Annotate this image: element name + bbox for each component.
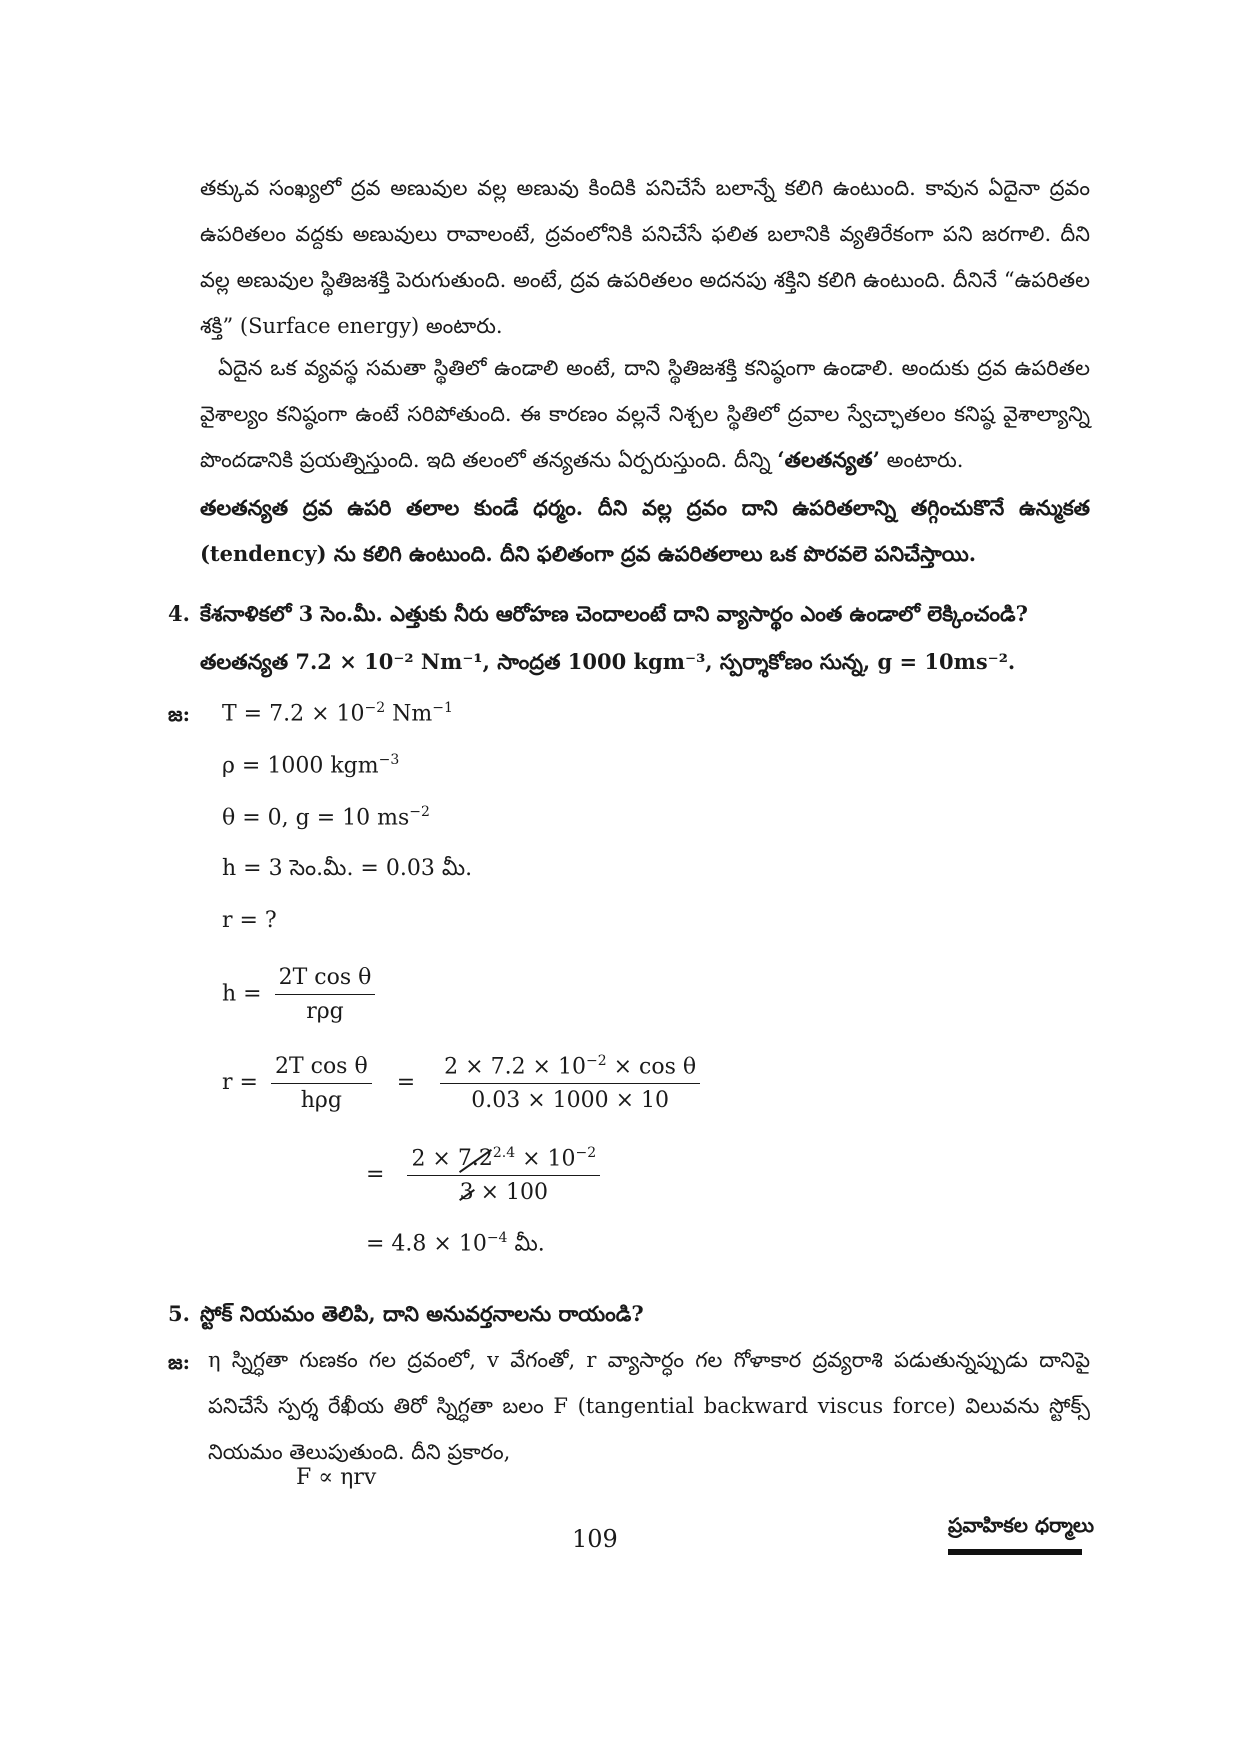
paragraph-surface-energy: తక్కువ సంఖ్యలో ద్రవ అణువుల వల్ల అణువు కిందికి పనిచేసే బలాన్నే కలిగి ఉంటుంది. కావున ఏదైనా ద్రవం ఉపరితలం వద్దకు అణువులు రావాలంటే, ద్రవంలోనికి పనిచేసే ఫలిత బలానికి వ్యతిరేకంగా పని జరగాలి. దీని వల్ల అణువుల స్థితిజశక్తి పెరుగుతుంది. అంటే, ద్రవ ఉపరితలం అదనపు శక్తిని కలిగి ఉంటుంది. దీనినే “ఉపరితల శక్తి” (Surface energy) అంటారు. bbox=[200, 176, 1090, 338]
final-result: = $4.8 \times 10^{-4}$ మీ. bbox=[366, 1230, 545, 1257]
simplification-step: = $\frac{2 \times 7.2^{2.4} \times 10^{-2}}{3 \times 100}$ bbox=[366, 1145, 606, 1205]
given-angle-gravity: θ = 0, g = 10 $ms^{-2}$ bbox=[222, 804, 430, 831]
formula-radius: r = $\frac{\text{2T cos θ}}{\text{hρg}}$ = $\frac{2 \times 7.2 \times 10^{-2} \times \cos \theta}{0.03 \times 1000 \times 10}$ bbox=[222, 1053, 706, 1113]
fraction-substitution: $\frac{2 \times 7.2 \times 10^{-2} \times \cos \theta}{0.03 \times 1000 \times 10}$ bbox=[440, 1053, 700, 1113]
question-given-values: తలతన్యత 7.2 × 10⁻² Nm⁻¹, సాంద్రత 1000 kgm⁻³, స్పర్శాకోణం సున్న, g = 10ms⁻². bbox=[200, 649, 1016, 674]
question-number: 4. bbox=[168, 601, 190, 626]
paragraph-surface-tension bbox=[200, 345, 1090, 483]
stokes-proportionality: F ∝ ηrv bbox=[296, 1465, 377, 1490]
unknown-radius: r = ? bbox=[222, 908, 277, 933]
question-text: కేశనాళికలో 3 సెం.మీ. ఎత్తుకు నీరు ఆరోహణ చెందాలంటే దాని వ్యాసార్థం ఎంత ఉండాలో లెక్కించండి? bbox=[200, 601, 1028, 626]
paragraph-definition: తలతన్యత ద్రవ ఉపరి తలాల కుండే ధర్మం. దీని వల్ల ద్రవం దాని ఉపరితలాన్ని తగ్గించుకొనే ఉన్ముకత (tendency) ను కలిగి ఉంటుంది. దీని ఫలితంగా ద్రవ ఉపరితలాలు ఒక పొరవలె పనిచేస్తాయి. bbox=[200, 495, 1090, 566]
formula-height: h = $\frac{\text{2T cos θ}}{\text{rρg}}$ bbox=[222, 965, 381, 1024]
question-text: స్టోక్ నియమం తెలిపి, దాని అనువర్తనాలను రాయండి? bbox=[200, 1301, 644, 1326]
answer-label-5: జ: bbox=[168, 1350, 191, 1374]
question-5 bbox=[168, 1290, 1098, 1338]
term-surface-tension: ‘తలతన్యత’ bbox=[777, 447, 880, 472]
fraction-simplified: $\frac{2 \times 7.2^{2.4} \times 10^{-2}}{3 \times 100}$ bbox=[407, 1145, 600, 1205]
fraction-height: $\frac{\text{2T cos θ}}{\text{rρg}}$ bbox=[275, 965, 376, 1024]
question-number: 5. bbox=[168, 1301, 190, 1326]
footer-rule bbox=[948, 1549, 1082, 1555]
answer-label: జ: bbox=[168, 702, 191, 726]
fraction-radius: $\frac{\text{2T cos θ}}{\text{hρg}}$ bbox=[271, 1054, 372, 1113]
given-height: h = 3 సెం.మీ. = 0.03 మీ. bbox=[222, 856, 473, 881]
paragraph-text: ఏదైన ఒక వ్యవస్థ సమతా స్థితిలో ఉండాలి అంటే, దాని స్థితిజశక్తి కనిష్ఠంగా ఉండాలి. అందుకు ద్రవ ఉపరితల వైశాల్యం కనిష్ఠంగా ఉంటే సరిపోతుంది. ఈ కారణం వల్లనే నిశ్చల స్థితిలో ద్రవాల స్వేచ్ఛాతలం కనిష్ఠ వైశాల్యాన్ని పొందడానికి ప్రయత్నిస్తుంది. ఇది తలంలో తన్యతను ఏర్పరుస్తుంది. దీన్ని bbox=[200, 356, 1090, 472]
question-4 bbox=[168, 590, 1098, 686]
page-number: 109 bbox=[572, 1525, 618, 1553]
running-title: ప్రవాహికల ధర్మాలు bbox=[948, 1513, 1094, 1537]
given-tension: $T = 7.2 \times 10^{-2}$ $Nm^{-1}$ bbox=[222, 700, 453, 727]
paragraph-text-end: అంటారు. bbox=[886, 448, 964, 472]
given-density: ρ = 1000 kgm$^{-3}$ bbox=[222, 752, 400, 779]
stokes-law-explanation: η స్నిగ్ధతా గుణకం గల ద్రవంలో, v వేగంతో, r వ్యాసార్ధం గల గోళాకార ద్రవ్యరాశి పడుతున్నప్పుడు దానిపై పనిచేసే స్పర్శ రేఖీయ తిరో స్నిగ్ధతా బలం F (tangential backward viscus force) విలువను స్టోక్స్ నియమం తెలుపుతుంది. దీని ప్రకారం, bbox=[208, 1348, 1090, 1464]
